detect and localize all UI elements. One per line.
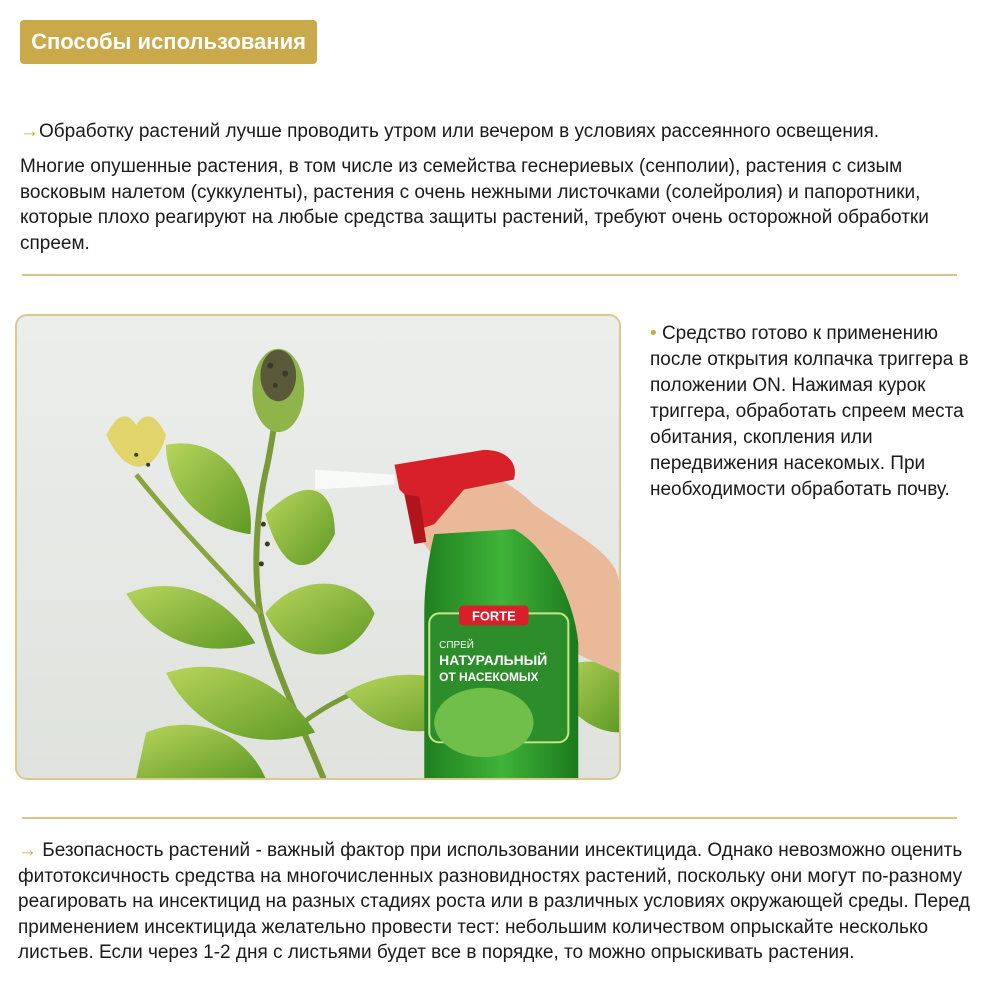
paragraph-lighting [20,119,980,145]
paragraph-plant-safety [18,838,980,966]
arrow-right-icon: → [18,840,37,861]
product-photo [15,314,621,780]
paragraph-lighting-text: Обработку растений лучше проводить утром или вечером в условиях рассеянного освещения. [39,121,880,142]
product-brand: FORTE [471,608,516,624]
plant-spray-illustration [17,316,619,778]
product-line-2: НАТУРАЛЬНЫЙ [439,651,548,668]
usage-instructions-text: Средство готово к применению после открытия колпачка триггера в положении ON. Нажимая курок триггера, обработать спреем места обитания, скопления или передвижения насекомых. При необходимости обработать почву. [650,323,969,500]
divider-top [22,274,957,276]
arrow-right-icon: → [20,121,39,142]
product-line-3: ОТ НАСЕКОМЫХ [439,669,539,684]
bullet-icon: • [650,323,657,344]
paragraph-plant-safety-text: Безопасность растений - важный фактор при использовании инсектицида. Однако невозможно оценить фитотоксичность средства на многочисленных разновидностях растений, поскольку они могут по-разному реагировать на инсектицид на разных стадиях роста или в различных условиях окружающей среды. Перед применением инсектицида желательно провести тест: небольшим количеством опрыскайте несколько листьев. Если через 1-2 дня с листьями будет все в порядке, то можно опрыскивать растения. [18,840,970,963]
usage-instructions [650,321,970,503]
section-title-badge [20,20,317,64]
paragraph-sensitive-plants: Многие опушенные растения, в том числе из семейства геснериевых (сенполии), растения с сизым восковым налетом (суккуленты), растения с очень нежными листочками (солейролия) и папоротники, которые плохо реагируют на любые средства защиты растений, требуют очень осторожной обработки спреем. [20,156,929,254]
divider-bottom [22,817,957,819]
product-line-1: СПРЕЙ [439,640,474,652]
section-title: Способы использования [31,29,306,54]
